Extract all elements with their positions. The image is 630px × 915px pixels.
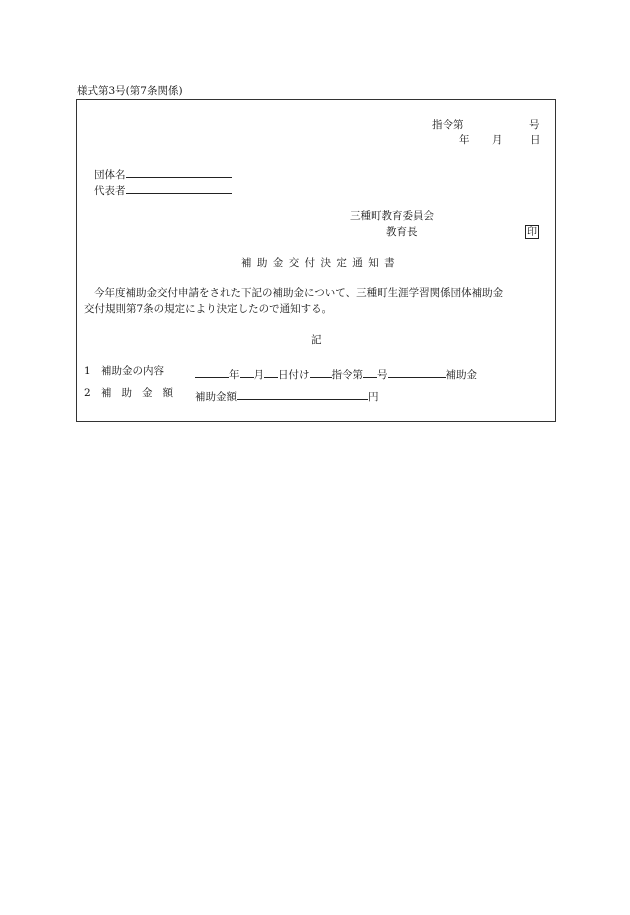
item1-subsidy-blank[interactable]: [388, 366, 446, 378]
body-line-1: 今年度補助金交付申請をされた下記の補助金について、三種町生涯学習関係団体補助金: [94, 287, 504, 299]
item2-currency-label: 円: [368, 391, 379, 403]
representative-label: 代表者: [94, 185, 126, 197]
order-number-prefix: 指令第: [432, 119, 464, 131]
item1-day-blank[interactable]: [264, 366, 278, 378]
item1-order-blank[interactable]: [363, 366, 377, 378]
group-name-label: 団体名: [94, 169, 126, 181]
issuer-organization: 三種町教育委員会: [350, 210, 434, 222]
order-number-suffix: 号: [529, 119, 540, 131]
document-title: 補助金交付決定通知書: [241, 257, 400, 269]
item1-detail-line: [195, 366, 477, 381]
body-line-2: 交付規則第7条の規定により決定したので通知する。: [84, 303, 333, 315]
date-year: 年: [459, 134, 470, 146]
representative-field: [94, 182, 232, 197]
item1-dated-label: 日付け: [278, 369, 310, 381]
group-name-field: [94, 166, 232, 181]
item2-label: 補助金額: [101, 387, 183, 399]
date-day: 日: [530, 134, 541, 146]
representative-blank[interactable]: [126, 182, 232, 194]
item2-number: 2: [84, 387, 91, 399]
item1-month-blank[interactable]: [240, 366, 254, 378]
group-name-blank[interactable]: [126, 166, 232, 178]
item1-order-prefix: 指令第: [331, 369, 363, 381]
issuer-title: 教育長: [386, 226, 418, 238]
item2-amount-blank[interactable]: [237, 388, 368, 400]
ki-heading: 記: [311, 334, 322, 346]
item1-year-label: 年: [229, 369, 240, 381]
item1-year-blank[interactable]: [195, 366, 229, 378]
item1-number: 1: [84, 365, 91, 377]
date-month: 月: [492, 134, 503, 146]
item1-label: 補助金の内容: [101, 365, 164, 377]
seal-box: 印: [527, 227, 537, 238]
item2-amount-line: [195, 388, 379, 403]
item1-order-suffix: 号: [377, 369, 388, 381]
form-label: 様式第3号(第7条関係): [77, 85, 183, 97]
item1-month-label: 月: [253, 369, 264, 381]
item1-subsidy-label: 補助金: [445, 369, 477, 381]
item1-dated-blank[interactable]: [310, 366, 332, 378]
item2-amount-label: 補助金額: [195, 391, 237, 403]
seal-mark: [525, 225, 539, 239]
